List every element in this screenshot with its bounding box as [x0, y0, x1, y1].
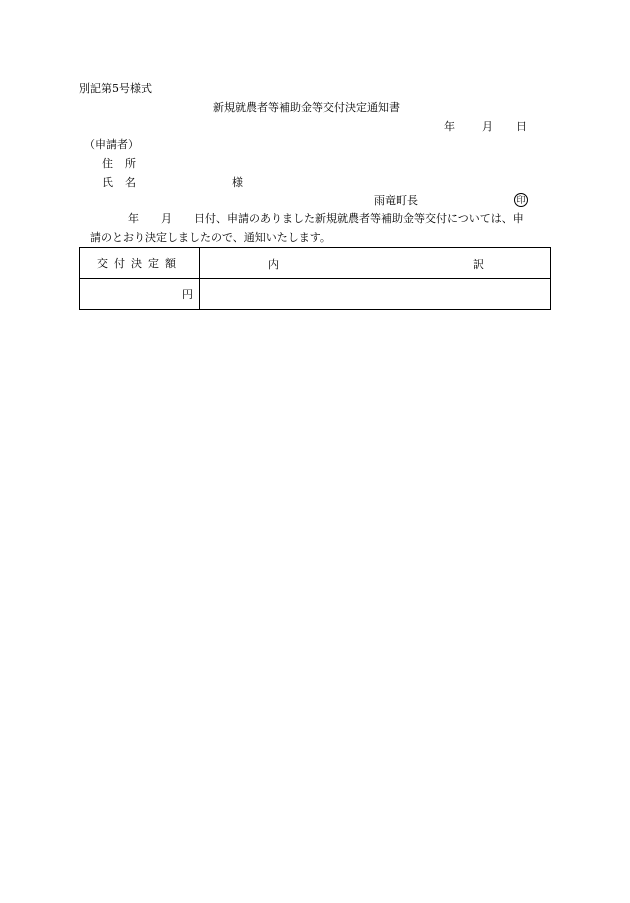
name-label — [102, 176, 136, 190]
name-label-char-2: 名 — [125, 176, 136, 189]
applicant-label: （申請者） — [84, 138, 139, 151]
name-label-char-1: 氏 — [102, 176, 113, 189]
body-month: 月 — [161, 212, 172, 225]
amount-cell[interactable] — [80, 279, 200, 310]
form-reference: 別記第5号様式 — [79, 82, 152, 95]
address-label-char-1: 住 — [102, 157, 113, 170]
body-year: 年 — [128, 212, 139, 225]
grant-amount-table — [79, 247, 551, 310]
body-line1-rest: 日付、申請のありました新規就農者等補助金等交付については、申 — [194, 212, 524, 225]
address-label — [102, 157, 136, 171]
honorific-sama: 様 — [232, 176, 243, 189]
address-label-char-2: 所 — [125, 157, 136, 170]
header-grant-amount: 交付決定額 — [80, 248, 200, 279]
header-breakdown-char-1: 内 — [268, 258, 279, 271]
body-text-line-1 — [128, 212, 524, 226]
date-month-label: 月 — [482, 120, 493, 133]
table-row — [80, 279, 551, 310]
breakdown-cell[interactable] — [200, 279, 551, 310]
header-breakdown-char-2: 訳 — [473, 258, 484, 271]
table-header-row — [80, 248, 551, 279]
date-day-label: 日 — [516, 120, 527, 133]
header-breakdown — [200, 248, 551, 279]
body-text-line-2: 請のとおり決定しましたので、通知いたします。 — [90, 231, 331, 244]
document-title: 新規就農者等補助金等交付決定通知書 — [213, 101, 400, 114]
date-year-label: 年 — [444, 120, 455, 133]
seal-mark: 印 — [514, 193, 528, 207]
issuer-title: 雨竜町長 — [374, 194, 418, 207]
amount-unit: 円 — [182, 288, 193, 301]
